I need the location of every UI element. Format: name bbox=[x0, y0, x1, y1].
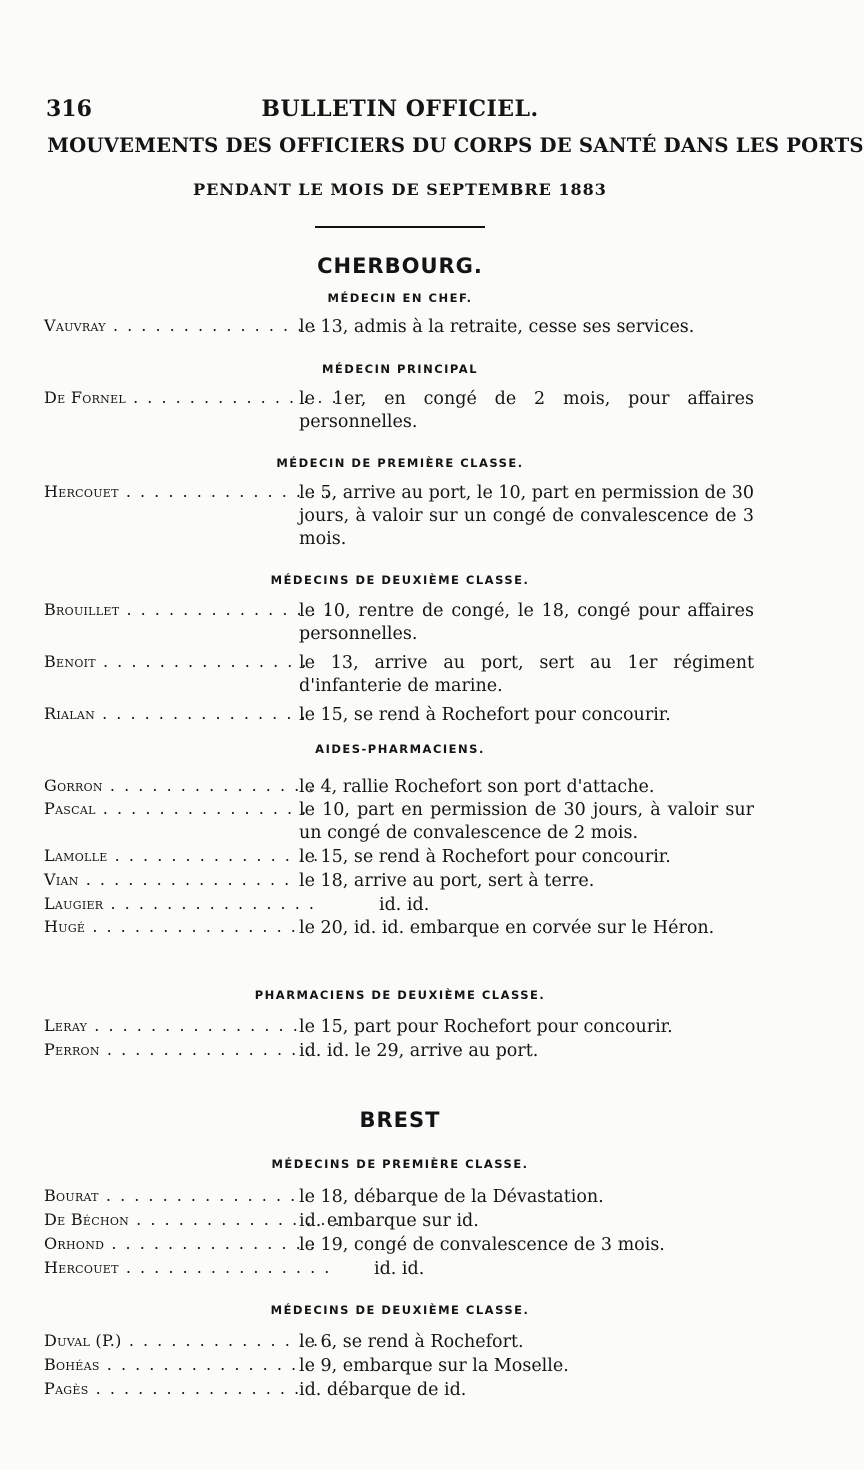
officer-name: Lamolle . . . . . . . . . . . . . . . bbox=[44, 846, 321, 865]
officer-name: Pagès . . . . . . . . . . . . . . . bbox=[44, 1379, 302, 1398]
movement-text: le 20, id. id. embarque en corvée sur le Héron. bbox=[299, 918, 715, 938]
officer-name: Gorron . . . . . . . . . . . . . . . bbox=[44, 776, 316, 795]
officer-name: Perron . . . . . . . . . . . . . . . bbox=[44, 1040, 313, 1059]
movement-text: le 13, arrive au port, sert au 1er régiment d'infanterie de marine. bbox=[299, 653, 754, 696]
movement-text: id. débarque de id. bbox=[299, 1380, 467, 1400]
category-heading: MÉDECIN PRINCIPAL bbox=[321, 362, 479, 376]
category-heading: PHARMACIENS DE DEUXIÈME CLASSE. bbox=[254, 988, 546, 1002]
officer-name: Pascal . . . . . . . . . . . . . . . bbox=[44, 799, 309, 818]
officer-name: De Fornel . . . . . . . . . . . . . . . bbox=[44, 388, 339, 407]
category-heading: AIDES-PHARMACIENS. bbox=[315, 742, 485, 756]
officer-name: Rialan . . . . . . . . . . . . . . . bbox=[44, 704, 308, 723]
main-title: MOUVEMENTS DES OFFICIERS DU CORPS DE SANTÉ DANS LES PORTS bbox=[47, 133, 864, 157]
category-heading: MÉDECIN DE PREMIÈRE CLASSE. bbox=[276, 456, 524, 470]
movement-text: le 9, embarque sur la Moselle. bbox=[299, 1356, 569, 1376]
movement-text: le 6, se rend à Rochefort. bbox=[299, 1332, 524, 1352]
movement-text: le 5, arrive au port, le 10, part en permission de 30 jours, à valoir sur un congé de convalescence de 3 mois. bbox=[299, 483, 754, 549]
officer-name: Laugier . . . . . . . . . . . . . . . bbox=[44, 894, 316, 913]
movement-text: le 15, se rend à Rochefort pour concourir. bbox=[299, 847, 671, 867]
officer-name: De Béchon . . . . . . . . . . . . . . . bbox=[44, 1210, 342, 1229]
category-heading: MÉDECINS DE DEUXIÈME CLASSE. bbox=[270, 1303, 530, 1317]
officer-name: Bourat . . . . . . . . . . . . . . . bbox=[44, 1186, 312, 1205]
movement-text: le 13, admis à la retraite, cesse ses services. bbox=[299, 317, 695, 337]
movement-text: le 1er, en congé de 2 mois, pour affaires personnelles. bbox=[299, 389, 754, 432]
movement-text: le 15, part pour Rochefort pour concourir. bbox=[299, 1017, 673, 1037]
movement-text: le 10, part en permission de 30 jours, à valoir sur un congé de convalescence de 2 mois. bbox=[299, 800, 754, 843]
movement-text: id. id. bbox=[379, 895, 430, 915]
sub-title: PENDANT LE MOIS DE SEPTEMBRE 1883 bbox=[193, 180, 607, 199]
movement-text: le 10, rentre de congé, le 18, congé pour affaires personnelles. bbox=[299, 601, 754, 644]
movement-text: le 15, se rend à Rochefort pour concourir. bbox=[299, 705, 671, 725]
officer-name: Hugé . . . . . . . . . . . . . . . bbox=[44, 917, 298, 936]
page-number: 316 bbox=[46, 96, 92, 122]
officer-name: Vian . . . . . . . . . . . . . . . bbox=[44, 870, 292, 889]
officer-name: Benoit . . . . . . . . . . . . . . . bbox=[44, 652, 309, 671]
running-title: BULLETIN OFFICIEL. bbox=[261, 96, 539, 122]
movement-text: id. embarque sur id. bbox=[299, 1211, 479, 1231]
officer-name: Hercouet . . . . . . . . . . . . . . . bbox=[44, 1258, 332, 1277]
officer-name: Duval (P.) . . . . . . . . . . . . . . . bbox=[44, 1331, 335, 1350]
category-heading: MÉDECINS DE DEUXIÈME CLASSE. bbox=[270, 573, 530, 587]
title-rule bbox=[315, 226, 485, 228]
category-heading: MÉDECIN EN CHEF. bbox=[327, 291, 473, 305]
officer-name: Hercouet . . . . . . . . . . . . . . . bbox=[44, 482, 332, 501]
movement-text: le 18, débarque de la Dévastation. bbox=[299, 1187, 604, 1207]
category-heading: MÉDECINS DE PREMIÈRE CLASSE. bbox=[271, 1157, 529, 1171]
officer-name: Leray . . . . . . . . . . . . . . . bbox=[44, 1016, 300, 1035]
movement-text: id. id. bbox=[374, 1259, 425, 1279]
movement-text: le 19, congé de convalescence de 3 mois. bbox=[299, 1235, 665, 1255]
officer-name: Brouillet . . . . . . . . . . . . . . . bbox=[44, 600, 332, 619]
port-heading: CHERBOURG. bbox=[317, 254, 483, 278]
movement-text: le 4, rallie Rochefort son port d'attache. bbox=[299, 777, 655, 797]
port-heading: BREST bbox=[359, 1108, 441, 1132]
officer-name: Vauvray . . . . . . . . . . . . . . . bbox=[44, 316, 319, 335]
movement-text: id. id. le 29, arrive au port. bbox=[299, 1041, 539, 1061]
movement-text: le 18, arrive au port, sert à terre. bbox=[299, 871, 595, 891]
officer-name: Orhond . . . . . . . . . . . . . . . bbox=[44, 1234, 317, 1253]
officer-name: Bohéas . . . . . . . . . . . . . . . bbox=[44, 1355, 313, 1374]
running-head bbox=[46, 96, 754, 126]
